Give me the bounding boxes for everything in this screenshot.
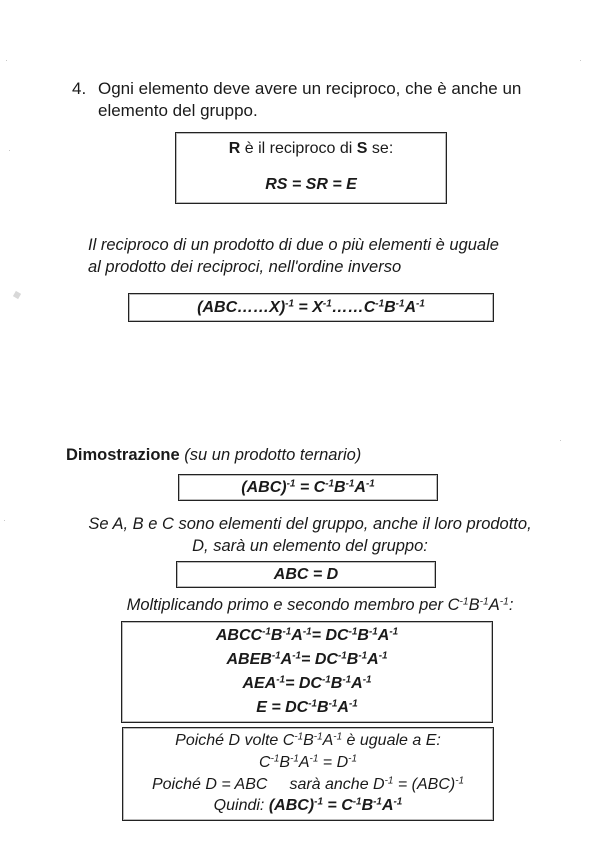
exponent: -1 bbox=[314, 796, 323, 808]
formula-eq: = X bbox=[293, 299, 323, 316]
conclusion-line-3 bbox=[123, 776, 493, 794]
exponent: -1 bbox=[375, 298, 385, 310]
conclusion-line-4 bbox=[123, 797, 493, 815]
inverse-product-line-2: al prodotto dei reciproci, nell'ordine inverso bbox=[88, 258, 402, 276]
exponent: -1 bbox=[286, 478, 296, 490]
abc-equals-d-box bbox=[176, 561, 436, 588]
scan-speck bbox=[6, 60, 7, 61]
scan-speck bbox=[580, 60, 581, 61]
exponent: -1 bbox=[455, 775, 465, 787]
scan-speck bbox=[560, 440, 561, 441]
inverse-product-paragraph bbox=[88, 234, 568, 278]
text: è uguale a E: bbox=[342, 732, 441, 749]
text: C bbox=[259, 754, 271, 771]
item-number: 4. bbox=[72, 79, 87, 98]
text: sarà anche D bbox=[289, 776, 385, 793]
formula-rhs: = C bbox=[295, 479, 326, 496]
text: = (ABC) bbox=[393, 776, 456, 793]
formula-dots: ……C bbox=[331, 299, 376, 316]
exponent: -1 bbox=[270, 753, 280, 765]
scan-speck bbox=[13, 291, 21, 299]
exponent: -1 bbox=[459, 596, 469, 608]
multiply-text: Moltiplicando primo e secondo membro per C bbox=[126, 596, 460, 614]
item-text: Ogni elemento deve avere un reciproco, che è anche un elemento del gruppo. bbox=[98, 79, 522, 120]
reciprocal-middle: è il reciproco di bbox=[240, 140, 357, 157]
exponent: -1 bbox=[345, 478, 355, 490]
multiply-b: B bbox=[468, 596, 480, 614]
formula-lhs: (ABC……X) bbox=[197, 299, 286, 316]
exponent: -1 bbox=[285, 298, 294, 310]
conclusion-line-2 bbox=[123, 754, 493, 772]
formula-b: B bbox=[384, 299, 396, 316]
multiply-a: A bbox=[488, 596, 500, 614]
text: A bbox=[298, 754, 310, 771]
text: = C bbox=[322, 797, 353, 814]
text: Poiché D = ABC bbox=[151, 776, 268, 793]
formula-b: B bbox=[334, 479, 346, 496]
exponent: -1 bbox=[294, 731, 304, 743]
multiply-end: : bbox=[508, 596, 514, 614]
abc-equals-d: ABC = D bbox=[273, 566, 339, 583]
derivation-step-4: $E = DC^{-1}B^{-1}A^{-1}$ bbox=[256, 698, 358, 716]
derivation-steps-box bbox=[121, 621, 493, 723]
exponent: -1 bbox=[290, 753, 299, 765]
exponent: -1 bbox=[365, 478, 375, 490]
symbol-s: S bbox=[356, 140, 368, 157]
conclusion-line-1 bbox=[123, 732, 493, 750]
exponent: -1 bbox=[393, 796, 403, 808]
general-inverse-formula bbox=[129, 299, 493, 317]
formula-a: A bbox=[404, 299, 417, 316]
exponent: -1 bbox=[479, 596, 489, 608]
group-closure-statement bbox=[40, 513, 580, 557]
statement-line-1: Se A, B e C sono elementi del gruppo, anche il loro prodotto, bbox=[88, 515, 532, 533]
statement-line-2: D, sarà un elemento del gruppo: bbox=[192, 537, 428, 555]
exponent: -1 bbox=[499, 596, 509, 608]
formula-a: A bbox=[354, 479, 366, 496]
symbol-r: R bbox=[228, 140, 241, 157]
text: B bbox=[303, 732, 314, 749]
text: A bbox=[381, 797, 394, 814]
general-inverse-formula-box bbox=[128, 293, 494, 322]
derivation-step-2: $ABEB^{-1}A^{-1}= DC^{-1}B^{-1}A^{-1}$ bbox=[226, 650, 388, 668]
derivation-step-1: $ABCC^{-1}B^{-1}A^{-1}= DC^{-1}B^{-1}A^{-1}$ bbox=[215, 626, 399, 644]
exponent: -1 bbox=[348, 753, 357, 765]
text: B bbox=[361, 797, 374, 814]
ternary-inverse-box bbox=[178, 474, 438, 501]
exponent: -1 bbox=[384, 775, 394, 787]
conclusion-box bbox=[122, 727, 494, 821]
final-formula bbox=[269, 797, 403, 814]
exponent: -1 bbox=[322, 298, 332, 310]
text: (ABC) bbox=[268, 797, 315, 814]
scan-speck bbox=[4, 520, 5, 521]
exponent: -1 bbox=[373, 796, 382, 808]
demonstration-subtitle: (su un prodotto ternario) bbox=[184, 446, 362, 464]
text: Poiché D volte C bbox=[175, 732, 295, 749]
text: Quindi: bbox=[213, 797, 269, 814]
reciprocal-end: se: bbox=[367, 140, 394, 157]
demonstration-heading bbox=[66, 446, 361, 465]
inverse-product-line-1: Il reciproco di un prodotto di due o più elementi è uguale bbox=[88, 236, 499, 254]
ternary-inverse-formula bbox=[179, 479, 437, 497]
exponent: -1 bbox=[416, 298, 425, 310]
multiply-instruction bbox=[60, 596, 580, 615]
reciprocal-definition-text bbox=[176, 140, 446, 158]
exponent: -1 bbox=[325, 478, 334, 490]
demonstration-title: Dimostrazione bbox=[66, 446, 180, 464]
text: A bbox=[322, 732, 334, 749]
exponent: -1 bbox=[395, 298, 405, 310]
text: = D bbox=[318, 754, 349, 771]
reciprocal-equation: RS = SR = E bbox=[265, 176, 357, 193]
scan-speck bbox=[9, 150, 10, 151]
exponent: -1 bbox=[313, 731, 323, 743]
reciprocal-definition-box bbox=[175, 132, 447, 204]
exponent: -1 bbox=[309, 753, 319, 765]
text: B bbox=[279, 754, 291, 771]
derivation-step-3: $AEA^{-1}= DC^{-1}B^{-1}A^{-1}$ bbox=[242, 674, 372, 692]
exponent: -1 bbox=[333, 731, 343, 743]
exponent: -1 bbox=[352, 796, 362, 808]
formula-lhs: (ABC) bbox=[241, 479, 287, 496]
